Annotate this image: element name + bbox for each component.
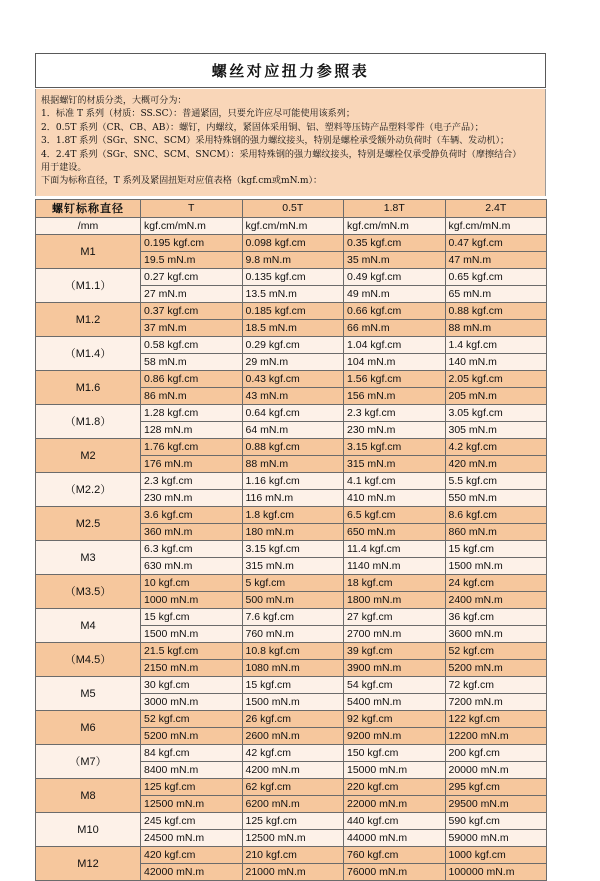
table-row	[36, 779, 547, 796]
torque-kgf-cell: 26 kgf.cm	[242, 711, 344, 728]
header-unit-label: /mm	[36, 218, 141, 235]
torque-kgf-cell: 420 kgf.cm	[141, 847, 243, 864]
torque-kgf-cell: 1.16 kgf.cm	[242, 473, 344, 490]
torque-kgf-cell: 15 kgf.cm	[445, 541, 547, 558]
header-unit-col-0: kgf.cm/mN.m	[141, 218, 243, 235]
torque-mn-cell: 315 mN.m	[242, 558, 344, 575]
torque-mn-cell: 20000 mN.m	[445, 762, 547, 779]
torque-kgf-cell: 125 kgf.cm	[242, 813, 344, 830]
torque-mn-cell: 550 mN.m	[445, 490, 547, 507]
torque-kgf-cell: 1.56 kgf.cm	[344, 371, 446, 388]
screw-size-cell: （M1.4）	[36, 337, 141, 371]
torque-mn-cell: 27 mN.m	[141, 286, 243, 303]
torque-mn-cell: 500 mN.m	[242, 592, 344, 609]
screw-size-cell: （M4.5）	[36, 643, 141, 677]
table-row	[36, 439, 547, 456]
torque-mn-cell: 140 mN.m	[445, 354, 547, 371]
table-subheader-row	[36, 218, 547, 235]
torque-mn-cell: 230 mN.m	[344, 422, 446, 439]
table-row	[36, 371, 547, 388]
torque-mn-cell: 76000 mN.m	[344, 864, 446, 881]
torque-kgf-cell: 27 kgf.cm	[344, 609, 446, 626]
torque-mn-cell: 420 mN.m	[445, 456, 547, 473]
screw-size-cell: （M7）	[36, 745, 141, 779]
torque-kgf-cell: 3.6 kgf.cm	[141, 507, 243, 524]
torque-mn-cell: 49 mN.m	[344, 286, 446, 303]
torque-mn-cell: 100000 mN.m	[445, 864, 547, 881]
table-header-row	[36, 200, 547, 218]
torque-kgf-cell: 0.185 kgf.cm	[242, 303, 344, 320]
torque-mn-cell: 86 mN.m	[141, 388, 243, 405]
intro-line-5: 用于建设。	[41, 163, 87, 174]
torque-mn-cell: 1000 mN.m	[141, 592, 243, 609]
torque-kgf-cell: 0.88 kgf.cm	[242, 439, 344, 456]
torque-kgf-cell: 5 kgf.cm	[242, 575, 344, 592]
torque-kgf-cell: 0.195 kgf.cm	[141, 235, 243, 252]
torque-mn-cell: 2700 mN.m	[344, 626, 446, 643]
table-row	[36, 507, 547, 524]
torque-kgf-cell: 590 kgf.cm	[445, 813, 547, 830]
torque-mn-cell: 128 mN.m	[141, 422, 243, 439]
torque-mn-cell: 15000 mN.m	[344, 762, 446, 779]
header-unit-col-1: kgf.cm/mN.m	[242, 218, 344, 235]
torque-kgf-cell: 220 kgf.cm	[344, 779, 446, 796]
torque-kgf-cell: 1.76 kgf.cm	[141, 439, 243, 456]
torque-mn-cell: 24500 mN.m	[141, 830, 243, 847]
torque-kgf-cell: 3.15 kgf.cm	[344, 439, 446, 456]
torque-mn-cell: 21000 mN.m	[242, 864, 344, 881]
table-row	[36, 745, 547, 762]
torque-kgf-cell: 0.37 kgf.cm	[141, 303, 243, 320]
screw-size-cell: M1.6	[36, 371, 141, 405]
torque-mn-cell: 65 mN.m	[445, 286, 547, 303]
document-title-band	[35, 53, 546, 88]
torque-mn-cell: 5200 mN.m	[445, 660, 547, 677]
torque-mn-cell: 5200 mN.m	[141, 728, 243, 745]
torque-kgf-cell: 150 kgf.cm	[344, 745, 446, 762]
torque-kgf-cell: 4.1 kgf.cm	[344, 473, 446, 490]
torque-mn-cell: 47 mN.m	[445, 252, 547, 269]
torque-kgf-cell: 7.6 kgf.cm	[242, 609, 344, 626]
screw-size-cell: M1.2	[36, 303, 141, 337]
torque-mn-cell: 104 mN.m	[344, 354, 446, 371]
torque-kgf-cell: 0.35 kgf.cm	[344, 235, 446, 252]
intro-text-block	[35, 89, 546, 196]
torque-kgf-cell: 36 kgf.cm	[445, 609, 547, 626]
torque-mn-cell: 3600 mN.m	[445, 626, 547, 643]
table-row	[36, 813, 547, 830]
torque-kgf-cell: 5.5 kgf.cm	[445, 473, 547, 490]
torque-mn-cell: 1800 mN.m	[344, 592, 446, 609]
torque-kgf-cell: 3.15 kgf.cm	[242, 541, 344, 558]
intro-line-3: 3．1.8T 系列（SGr、SNC、SCM）采用特殊钢的强力螺纹接头，特别是螺栓承受额外动负荷时（车辆、发动机）；	[41, 136, 510, 147]
torque-mn-cell: 180 mN.m	[242, 524, 344, 541]
torque-kgf-cell: 21.5 kgf.cm	[141, 643, 243, 660]
torque-kgf-cell: 3.05 kgf.cm	[445, 405, 547, 422]
torque-mn-cell: 12500 mN.m	[242, 830, 344, 847]
header-unit-col-2: kgf.cm/mN.m	[344, 218, 446, 235]
table-row	[36, 235, 547, 252]
torque-kgf-cell: 760 kgf.cm	[344, 847, 446, 864]
torque-mn-cell: 1500 mN.m	[242, 694, 344, 711]
screw-size-cell: M1	[36, 235, 141, 269]
torque-kgf-cell: 30 kgf.cm	[141, 677, 243, 694]
torque-mn-cell: 5400 mN.m	[344, 694, 446, 711]
torque-mn-cell: 860 mN.m	[445, 524, 547, 541]
torque-mn-cell: 29 mN.m	[242, 354, 344, 371]
torque-kgf-cell: 10.8 kgf.cm	[242, 643, 344, 660]
torque-mn-cell: 43 mN.m	[242, 388, 344, 405]
torque-kgf-cell: 42 kgf.cm	[242, 745, 344, 762]
torque-kgf-cell: 1.8 kgf.cm	[242, 507, 344, 524]
torque-kgf-cell: 15 kgf.cm	[242, 677, 344, 694]
intro-line-4: 4．2.4T 系列（SGr、SNC、SCM、SNCM）：采用特殊钢的强力螺纹接头，特别是螺栓仅承受静负荷时（摩擦结合）	[41, 149, 522, 160]
torque-mn-cell: 760 mN.m	[242, 626, 344, 643]
torque-kgf-cell: 440 kgf.cm	[344, 813, 446, 830]
torque-kgf-cell: 6.5 kgf.cm	[344, 507, 446, 524]
torque-kgf-cell: 0.58 kgf.cm	[141, 337, 243, 354]
torque-mn-cell: 35 mN.m	[344, 252, 446, 269]
torque-mn-cell: 44000 mN.m	[344, 830, 446, 847]
torque-mn-cell: 88 mN.m	[445, 320, 547, 337]
torque-kgf-cell: 8.6 kgf.cm	[445, 507, 547, 524]
torque-mn-cell: 156 mN.m	[344, 388, 446, 405]
torque-kgf-cell: 2.3 kgf.cm	[141, 473, 243, 490]
torque-mn-cell: 2150 mN.m	[141, 660, 243, 677]
page-title: 螺丝对应扭力参照表	[211, 62, 370, 80]
torque-mn-cell: 116 mN.m	[242, 490, 344, 507]
torque-kgf-cell: 0.43 kgf.cm	[242, 371, 344, 388]
torque-kgf-cell: 2.3 kgf.cm	[344, 405, 446, 422]
torque-mn-cell: 8400 mN.m	[141, 762, 243, 779]
torque-kgf-cell: 122 kgf.cm	[445, 711, 547, 728]
table-row	[36, 337, 547, 354]
torque-kgf-cell: 4.2 kgf.cm	[445, 439, 547, 456]
torque-mn-cell: 58 mN.m	[141, 354, 243, 371]
table-row	[36, 643, 547, 660]
torque-mn-cell: 12200 mN.m	[445, 728, 547, 745]
torque-mn-cell: 630 mN.m	[141, 558, 243, 575]
torque-mn-cell: 305 mN.m	[445, 422, 547, 439]
screw-size-cell: （M3.5）	[36, 575, 141, 609]
table-row	[36, 405, 547, 422]
screw-size-cell: M2.5	[36, 507, 141, 541]
torque-kgf-cell: 295 kgf.cm	[445, 779, 547, 796]
torque-kgf-cell: 0.47 kgf.cm	[445, 235, 547, 252]
torque-mn-cell: 13.5 mN.m	[242, 286, 344, 303]
torque-kgf-cell: 52 kgf.cm	[445, 643, 547, 660]
torque-kgf-cell: 18 kgf.cm	[344, 575, 446, 592]
torque-mn-cell: 9200 mN.m	[344, 728, 446, 745]
intro-line-6: 下面为标称直径，T 系列及紧固扭矩对应值表格（kgf.cm或mN.m）：	[41, 176, 323, 187]
screw-size-cell: M12	[36, 847, 141, 881]
torque-mn-cell: 19.5 mN.m	[141, 252, 243, 269]
torque-mn-cell: 2600 mN.m	[242, 728, 344, 745]
table-row	[36, 677, 547, 694]
screw-size-cell: （M2.2）	[36, 473, 141, 507]
table-row	[36, 269, 547, 286]
torque-kgf-cell: 6.3 kgf.cm	[141, 541, 243, 558]
torque-kgf-cell: 54 kgf.cm	[344, 677, 446, 694]
intro-line-1: 1．标准 T 系列（材质：SS.SC）：普通紧固，只要允许应尽可能使用该系列；	[41, 109, 355, 120]
screw-size-cell: M6	[36, 711, 141, 745]
torque-kgf-cell: 200 kgf.cm	[445, 745, 547, 762]
torque-kgf-cell: 15 kgf.cm	[141, 609, 243, 626]
torque-kgf-cell: 125 kgf.cm	[141, 779, 243, 796]
torque-mn-cell: 205 mN.m	[445, 388, 547, 405]
table-row	[36, 711, 547, 728]
torque-mn-cell: 7200 mN.m	[445, 694, 547, 711]
table-row	[36, 541, 547, 558]
torque-mn-cell: 2400 mN.m	[445, 592, 547, 609]
torque-kgf-cell: 210 kgf.cm	[242, 847, 344, 864]
torque-mn-cell: 230 mN.m	[141, 490, 243, 507]
torque-mn-cell: 1500 mN.m	[445, 558, 547, 575]
intro-line-2: 2．0.5T 系列（CR、CB、AB）：螺钉，内螺纹，紧固体采用铜、铝、塑料等压铸产品塑料零件（电子产品）；	[41, 122, 484, 133]
torque-kgf-cell: 84 kgf.cm	[141, 745, 243, 762]
torque-mn-cell: 4200 mN.m	[242, 762, 344, 779]
torque-mn-cell: 315 mN.m	[344, 456, 446, 473]
torque-kgf-cell: 52 kgf.cm	[141, 711, 243, 728]
torque-kgf-cell: 2.05 kgf.cm	[445, 371, 547, 388]
screw-size-cell: （M1.8）	[36, 405, 141, 439]
table-row	[36, 575, 547, 592]
torque-mn-cell: 1140 mN.m	[344, 558, 446, 575]
torque-mn-cell: 1500 mN.m	[141, 626, 243, 643]
torque-mn-cell: 650 mN.m	[344, 524, 446, 541]
torque-mn-cell: 360 mN.m	[141, 524, 243, 541]
torque-mn-cell: 9.8 mN.m	[242, 252, 344, 269]
torque-kgf-cell: 0.135 kgf.cm	[242, 269, 344, 286]
intro-line-0: 根据螺钉的材质分类，大概可分为：	[41, 96, 187, 106]
torque-kgf-cell: 0.49 kgf.cm	[344, 269, 446, 286]
torque-mn-cell: 6200 mN.m	[242, 796, 344, 813]
torque-mn-cell: 88 mN.m	[242, 456, 344, 473]
table-row	[36, 473, 547, 490]
screw-size-cell: M4	[36, 609, 141, 643]
header-col-3: 2.4T	[445, 200, 547, 218]
screw-size-cell: M10	[36, 813, 141, 847]
torque-kgf-cell: 92 kgf.cm	[344, 711, 446, 728]
torque-kgf-cell: 0.29 kgf.cm	[242, 337, 344, 354]
torque-mn-cell: 22000 mN.m	[344, 796, 446, 813]
torque-mn-cell: 1080 mN.m	[242, 660, 344, 677]
torque-kgf-cell: 11.4 kgf.cm	[344, 541, 446, 558]
torque-mn-cell: 3000 mN.m	[141, 694, 243, 711]
torque-kgf-cell: 0.64 kgf.cm	[242, 405, 344, 422]
header-col-0: T	[141, 200, 243, 218]
table-row	[36, 847, 547, 864]
torque-mn-cell: 66 mN.m	[344, 320, 446, 337]
torque-mn-cell: 176 mN.m	[141, 456, 243, 473]
table-row	[36, 303, 547, 320]
torque-kgf-cell: 0.86 kgf.cm	[141, 371, 243, 388]
screw-size-cell: M3	[36, 541, 141, 575]
torque-mn-cell: 37 mN.m	[141, 320, 243, 337]
torque-mn-cell: 64 mN.m	[242, 422, 344, 439]
torque-mn-cell: 12500 mN.m	[141, 796, 243, 813]
torque-kgf-cell: 0.66 kgf.cm	[344, 303, 446, 320]
torque-mn-cell: 59000 mN.m	[445, 830, 547, 847]
torque-mn-cell: 18.5 mN.m	[242, 320, 344, 337]
torque-kgf-cell: 39 kgf.cm	[344, 643, 446, 660]
torque-kgf-cell: 0.098 kgf.cm	[242, 235, 344, 252]
torque-mn-cell: 29500 mN.m	[445, 796, 547, 813]
screw-size-cell: （M1.1）	[36, 269, 141, 303]
torque-kgf-cell: 62 kgf.cm	[242, 779, 344, 796]
torque-kgf-cell: 0.27 kgf.cm	[141, 269, 243, 286]
header-col-2: 1.8T	[344, 200, 446, 218]
screw-size-cell: M5	[36, 677, 141, 711]
torque-kgf-cell: 0.88 kgf.cm	[445, 303, 547, 320]
torque-mn-cell: 410 mN.m	[344, 490, 446, 507]
torque-mn-cell: 42000 mN.m	[141, 864, 243, 881]
torque-kgf-cell: 1.28 kgf.cm	[141, 405, 243, 422]
table-row	[36, 609, 547, 626]
torque-kgf-cell: 1.04 kgf.cm	[344, 337, 446, 354]
header-unit-col-3: kgf.cm/mN.m	[445, 218, 547, 235]
torque-kgf-cell: 0.65 kgf.cm	[445, 269, 547, 286]
torque-mn-cell: 3900 mN.m	[344, 660, 446, 677]
torque-kgf-cell: 1000 kgf.cm	[445, 847, 547, 864]
torque-kgf-cell: 72 kgf.cm	[445, 677, 547, 694]
screw-size-cell: M2	[36, 439, 141, 473]
header-size-label: 螺钉标称直径	[36, 200, 141, 218]
screw-size-cell: M8	[36, 779, 141, 813]
torque-kgf-cell: 24 kgf.cm	[445, 575, 547, 592]
torque-reference-table	[35, 199, 547, 881]
torque-kgf-cell: 10 kgf.cm	[141, 575, 243, 592]
header-col-1: 0.5T	[242, 200, 344, 218]
torque-kgf-cell: 245 kgf.cm	[141, 813, 243, 830]
torque-kgf-cell: 1.4 kgf.cm	[445, 337, 547, 354]
